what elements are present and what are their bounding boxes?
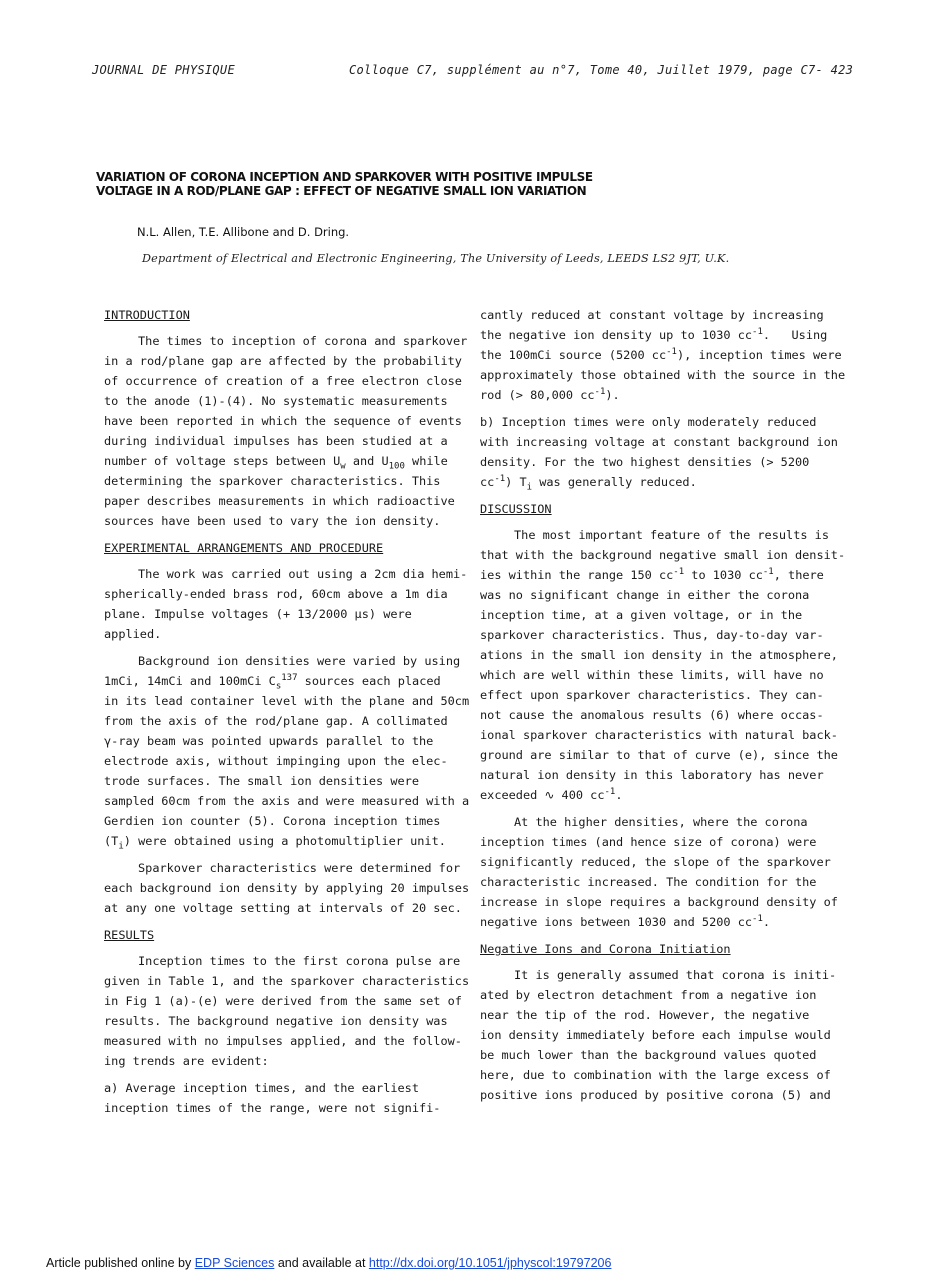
text-line: characteristic increased. The condition for the — [480, 875, 817, 889]
text-line: At the higher densities, where the corona — [514, 815, 808, 829]
text-line: The work was carried out using a 2cm dia hemi- — [138, 567, 468, 581]
experimental-paragraph-1 — [104, 564, 468, 644]
text-line: of occurrence of creation of a free electron close — [104, 374, 462, 388]
text-line — [480, 472, 840, 492]
text-line: sparkover characteristics. Thus, day-to-day var- — [480, 628, 824, 642]
text-line: inception times (and hence size of corona) were — [480, 835, 817, 849]
text-chunk: (T — [104, 834, 119, 848]
section-heading-results: RESULTS — [104, 928, 155, 942]
results-paragraph — [104, 951, 470, 1071]
text-line: ground are similar to that of curve (e), since the — [480, 748, 838, 762]
superscript: 137 — [281, 673, 298, 684]
text-line: be much lower than the background values quoted — [480, 1048, 817, 1062]
subscript: i — [118, 841, 124, 852]
text-line: results. The background negative ion density was — [104, 1014, 448, 1028]
text-line: γ-ray beam was pointed upwards parallel to the — [104, 734, 434, 748]
superscript: -1 — [752, 914, 763, 925]
text-line: Inception times to the first corona pulse are — [138, 954, 461, 968]
text-line: ated by electron detachment from a negative ion — [480, 988, 817, 1002]
text-chunk: number of voltage steps between U — [104, 454, 341, 468]
text-line: to the anode (1)-(4). No systematic measurements — [104, 394, 448, 408]
text-line: approximately those obtained with the source in the — [480, 368, 846, 382]
text-line: in its lead container level with the plane and 50cm — [104, 694, 470, 708]
text-chunk: the negative ion density up to 1030 cc — [480, 328, 753, 342]
text-line: plane. Impulse voltages (+ 13/2000 µs) were — [104, 607, 412, 621]
text-line: Sparkover characteristics were determined for — [138, 861, 461, 875]
text-line — [480, 565, 840, 585]
text-line: ion density immediately before each impulse would — [480, 1028, 831, 1042]
text-line: density. For the two highest densities (> 5200 — [480, 455, 810, 469]
publication-footer — [46, 1256, 611, 1270]
text-line: that with the background negative small ion densit- — [480, 548, 846, 562]
text-line: from the axis of the rod/plane gap. A collimated — [104, 714, 448, 728]
superscript: -1 — [594, 387, 606, 398]
superscript: -1 — [762, 567, 774, 578]
text-line — [480, 385, 840, 405]
text-line — [480, 345, 840, 365]
text-chunk: cc — [480, 475, 495, 489]
text-line — [480, 785, 840, 805]
text-line: sampled 60cm from the axis and were measured with a — [104, 794, 470, 808]
edp-sciences-link[interactable]: EDP Sciences — [194, 1256, 275, 1270]
text-line: in a rod/plane gap are affected by the probability — [104, 354, 462, 368]
text-line: inception time, at a given voltage, or in the — [480, 608, 803, 622]
experimental-paragraph-3 — [104, 858, 470, 918]
text-line: significantly reduced, the slope of the sparkover — [480, 855, 831, 869]
text-line: near the tip of the rod. However, the negative — [480, 1008, 810, 1022]
text-chunk: while — [404, 454, 448, 468]
text-line: not cause the anomalous results (6) where occas- — [480, 708, 824, 722]
results-item-a — [104, 1078, 464, 1118]
issue-info: Colloque C7, supplément au n°7, Tome 40, Juillet 1979, page C7- 423 — [349, 63, 854, 77]
superscript: -1 — [494, 474, 506, 485]
text-line: The most important feature of the results is — [514, 528, 829, 542]
text-line: was no significant change in either the corona — [480, 588, 810, 602]
superscript: -1 — [666, 347, 677, 358]
text-chunk: ), inception times were — [676, 348, 842, 362]
text-line: have been reported in which the sequence of events — [104, 414, 462, 428]
text-chunk: exceeded ∿ 400 cc — [480, 788, 605, 802]
introduction-paragraph — [104, 331, 468, 531]
title-line-2: VOLTAGE IN A ROD/PLANE GAP : EFFECT OF NEGATIVE SMALL ION VARIATION — [96, 184, 587, 198]
text-line: natural ion density in this laboratory has never — [480, 768, 824, 782]
text-line: ing trends are evident: — [104, 1054, 269, 1068]
subscript: w — [340, 461, 346, 472]
superscript: -1 — [604, 787, 616, 798]
text-line: a) Average inception times, and the earliest — [104, 1081, 419, 1095]
text-chunk: sources each placed — [297, 674, 441, 688]
text-line: each background ion density by applying 20 impulses — [104, 881, 470, 895]
text-line: Gerdien ion counter (5). Corona inception times — [104, 814, 441, 828]
text-line: It is generally assumed that corona is initi- — [514, 968, 837, 982]
footer-middle: and available at — [274, 1256, 369, 1270]
discussion-paragraph-1 — [480, 525, 846, 805]
discussion-paragraph-2 — [480, 812, 840, 932]
text-line: spherically-ended brass rod, 60cm above a 1m dia — [104, 587, 448, 601]
text-line — [104, 671, 464, 691]
section-heading-discussion: DISCUSSION — [480, 502, 552, 516]
negative-ions-paragraph — [480, 965, 840, 1105]
text-chunk: ies within the range 150 cc — [480, 568, 674, 582]
text-chunk: , there — [773, 568, 824, 582]
experimental-paragraph-2 — [104, 651, 470, 852]
journal-name: JOURNAL DE PHYSIQUE — [92, 63, 235, 77]
subscript: s — [275, 681, 282, 692]
text-line: measured with no impulses applied, and the follow- — [104, 1034, 462, 1048]
section-heading-introduction: INTRODUCTION — [104, 308, 190, 322]
text-line — [480, 325, 840, 345]
text-line: cantly reduced at constant voltage by increasing — [480, 308, 824, 322]
text-line: at any one voltage setting at intervals of 20 sec. — [104, 901, 462, 915]
text-chunk: . Using — [762, 328, 828, 342]
text-chunk: and U — [345, 454, 389, 468]
text-chunk: ) were obtained using a photomultiplier unit. — [123, 834, 446, 848]
text-chunk: . — [762, 915, 771, 929]
text-chunk: . — [615, 788, 623, 802]
text-chunk: 1mCi, 14mCi and 100mCi C — [104, 674, 276, 688]
text-chunk: ) T — [505, 475, 527, 489]
text-line: inception times of the range, were not signifi- — [104, 1101, 441, 1115]
text-line: ional sparkover characteristics with natural back- — [480, 728, 838, 742]
right-column — [480, 305, 846, 1112]
text-line: here, due to combination with the large excess of — [480, 1068, 831, 1082]
text-chunk: to 1030 cc — [684, 568, 763, 582]
text-line: trode surfaces. The small ion densities were — [104, 774, 419, 788]
superscript: -1 — [673, 567, 685, 578]
text-line: The times to inception of corona and sparkover — [138, 334, 468, 348]
text-line: electrode axis, without impinging upon the elec- — [104, 754, 448, 768]
text-line: in Fig 1 (a)-(e) were derived from the same set of — [104, 994, 462, 1008]
title-line-1: VARIATION OF CORONA INCEPTION AND SPARKOVER WITH POSITIVE IMPULSE — [96, 170, 593, 184]
section-heading-experimental: EXPERIMENTAL ARRANGEMENTS AND PROCEDURE — [104, 541, 384, 555]
text-line: positive ions produced by positive corona (5) and — [480, 1088, 831, 1102]
text-line: given in Table 1, and the sparkover characteristics — [104, 974, 470, 988]
text-line — [480, 912, 840, 932]
text-chunk: negative ions between 1030 and 5200 cc — [480, 915, 753, 929]
text-line: Background ion densities were varied by using — [138, 654, 461, 668]
text-line: ations in the small ion density in the atmosphere, — [480, 648, 838, 662]
text-line: sources have been used to vary the ion density. — [104, 514, 441, 528]
subscript: i — [526, 482, 533, 493]
text-line: which are well within these limits, will have no — [480, 668, 824, 682]
affiliation: Department of Electrical and Electronic Engineering, The University of Leeds, LEEDS LS2 9JT, U.K. — [142, 252, 730, 265]
text-chunk: was generally reduced. — [532, 475, 697, 489]
text-line: increase in slope requires a background density of — [480, 895, 838, 909]
text-line: determining the sparkover characteristics. This — [104, 474, 441, 488]
text-line: paper describes measurements in which radioactive — [104, 494, 455, 508]
text-line: with increasing voltage at constant background ion — [480, 435, 838, 449]
text-line: b) Inception times were only moderately reduced — [480, 415, 817, 429]
authors: N.L. Allen, T.E. Allibone and D. Dring. — [137, 225, 350, 239]
section-heading-negative-ions: Negative Ions and Corona Initiation — [480, 942, 731, 956]
text-chunk: rod (> 80,000 cc — [480, 388, 595, 402]
left-column — [104, 305, 470, 1125]
results-item-a-continued — [480, 305, 846, 405]
footer-prefix: Article published online by — [46, 1256, 195, 1270]
doi-link[interactable]: http://dx.doi.org/10.1051/jphyscol:19797206 — [368, 1256, 612, 1270]
results-item-b — [480, 412, 840, 492]
subscript: 100 — [388, 461, 405, 472]
text-chunk: ). — [605, 388, 620, 402]
superscript: -1 — [752, 327, 763, 338]
text-chunk: the 100mCi source (5200 cc — [480, 348, 667, 362]
text-line — [104, 451, 464, 471]
text-line — [104, 831, 464, 851]
text-line: effect upon sparkover characteristics. They can- — [480, 688, 824, 702]
paper-title — [96, 170, 656, 198]
text-line: during individual impulses has been studied at a — [104, 434, 448, 448]
text-line: applied. — [104, 627, 162, 641]
